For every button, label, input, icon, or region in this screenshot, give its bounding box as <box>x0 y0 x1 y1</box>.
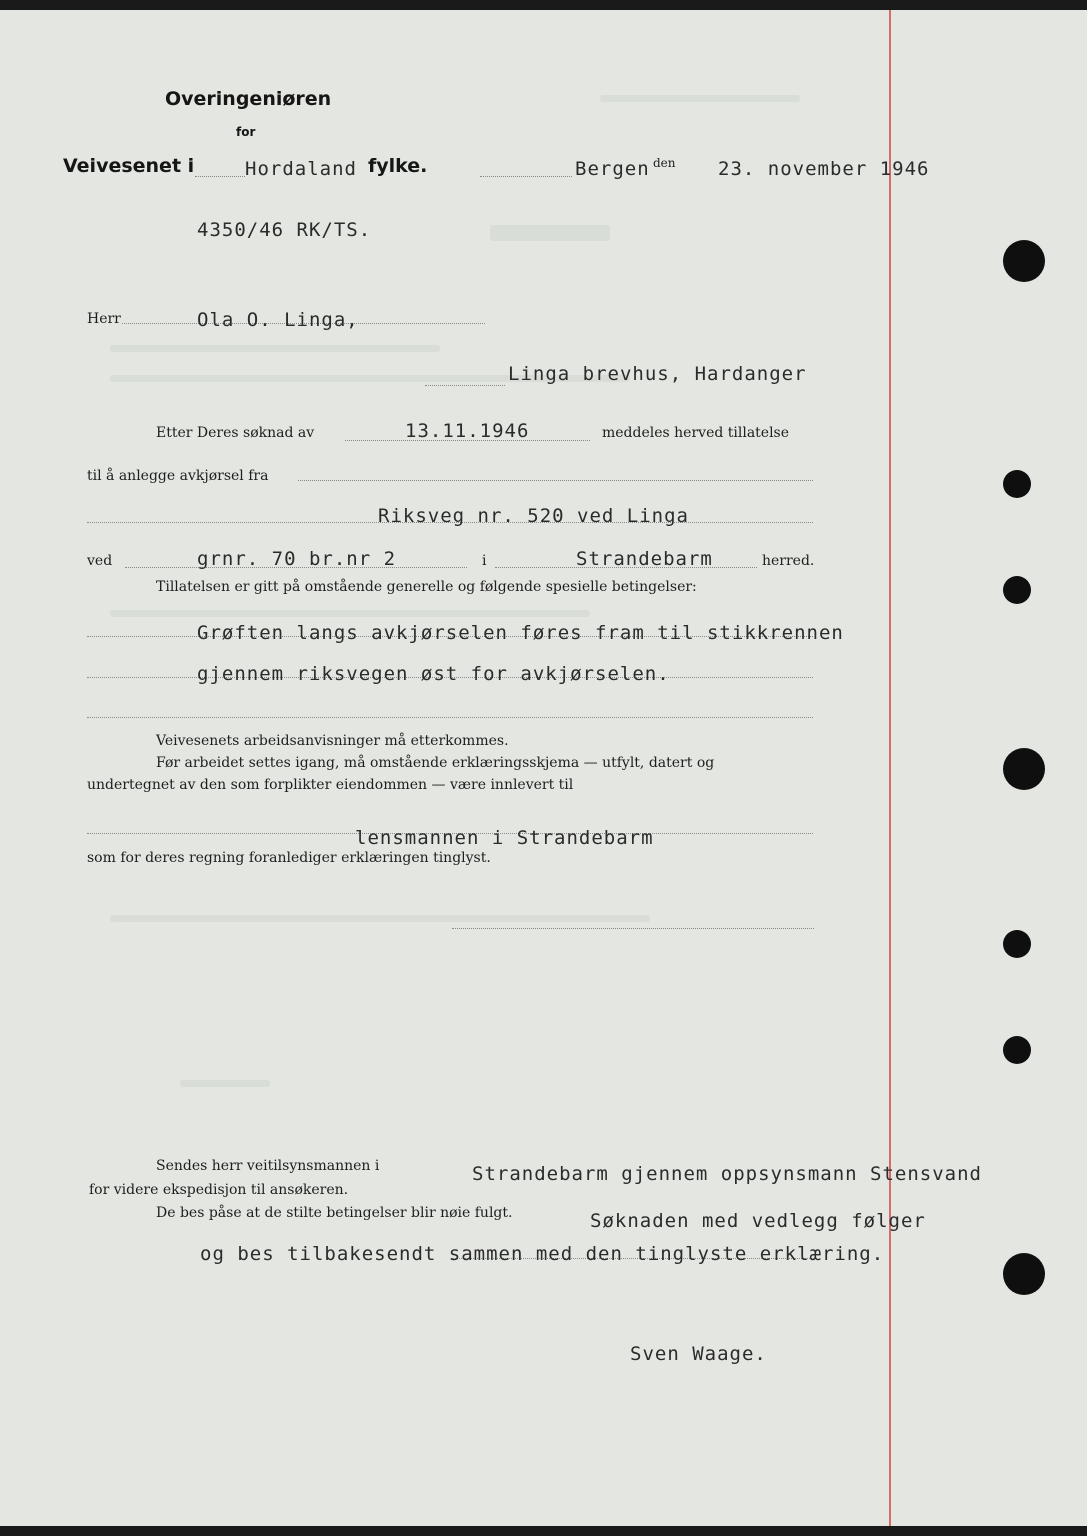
body-registration: som for deres regning foranlediger erklæringen tinglyst. <box>87 850 491 866</box>
conditions-intro: Tillatelsen er gitt på omstående generelle og følgende spesielle betingelser: <box>156 579 697 595</box>
show-through-mark <box>490 225 610 241</box>
forward-note-2: og bes tilbakesendt sammen med den tinglyste erklæring. <box>200 1243 885 1265</box>
road-value: Riksveg nr. 520 ved Linga <box>378 505 689 527</box>
reference-number: 4350/46 RK/TS. <box>197 219 372 241</box>
condition-line-2: gjennem riksvegen øst for avkjørselen. <box>197 663 670 685</box>
fill-line <box>195 176 245 177</box>
letter-date: 23. november 1946 <box>718 158 930 180</box>
fill-line <box>87 717 813 718</box>
fill-line <box>425 385 505 386</box>
forward-via: Strandebarm gjennem oppsynsmann Stensvand <box>472 1163 982 1185</box>
letterhead-for: for <box>236 125 256 139</box>
show-through-mark <box>600 95 800 102</box>
letterhead-den: den <box>653 156 676 170</box>
punch-hole <box>1003 930 1031 958</box>
municipality-value: Strandebarm <box>576 548 713 570</box>
punch-hole <box>1003 470 1031 498</box>
letterhead-dept: Veivesenet i <box>63 155 195 177</box>
forward-note-1: Søknaden med vedlegg følger <box>590 1210 926 1232</box>
submit-to-value: lensmannen i Strandebarm <box>355 827 654 849</box>
body-herred: herred. <box>762 553 815 569</box>
punch-hole <box>1003 748 1045 790</box>
forward-sendes: Sendes herr veitilsynsmannen i <box>156 1158 380 1174</box>
margin-line <box>889 10 891 1526</box>
addressee-address: Linga brevhus, Hardanger <box>508 363 807 385</box>
letterhead-title: Overingeniøren <box>165 88 332 110</box>
punch-hole <box>1003 576 1031 604</box>
body-before-1: Før arbeidet settes igang, må omstående erklæringsskjema — utfylt, datert og <box>156 755 715 771</box>
signature: Sven Waage. <box>630 1343 767 1365</box>
document-page <box>0 10 1087 1526</box>
show-through-mark <box>110 610 590 617</box>
fill-line <box>452 928 814 929</box>
county-value: Hordaland <box>245 158 357 180</box>
punch-hole <box>1003 1036 1031 1064</box>
fill-line <box>480 176 572 177</box>
show-through-mark <box>180 1080 270 1087</box>
show-through-mark <box>110 345 440 352</box>
condition-line-1: Grøften langs avkjørselen føres fram til stikkrennen <box>197 622 844 644</box>
body-i: i <box>482 553 487 569</box>
forward-paase: De bes påse at de stilte betingelser blir nøie fulgt. <box>156 1205 513 1221</box>
body-before-2: undertegnet av den som forplikter eiendommen — være innlevert til <box>87 777 574 793</box>
application-date: 13.11.1946 <box>405 420 530 442</box>
body-etter: Etter Deres søknad av <box>156 425 315 441</box>
place-value: Bergen <box>575 158 650 180</box>
body-instructions: Veivesenets arbeidsanvisninger må etterkommes. <box>156 733 509 749</box>
body-anlegge: til å anlegge avkjørsel fra <box>87 468 269 484</box>
punch-hole <box>1003 1253 1045 1295</box>
forward-videre: for videre ekspedisjon til ansøkeren. <box>89 1182 349 1198</box>
punch-hole <box>1003 240 1045 282</box>
show-through-mark <box>110 915 650 922</box>
fill-line <box>298 480 813 481</box>
body-ved: ved <box>87 553 113 569</box>
addressee-prefix: Herr <box>87 311 121 327</box>
body-meddeles: meddeles herved tillatelse <box>602 425 790 441</box>
property-value: grnr. 70 br.nr 2 <box>197 548 397 570</box>
addressee-name: Ola O. Linga, <box>197 309 359 331</box>
letterhead-fylke: fylke. <box>368 155 428 177</box>
